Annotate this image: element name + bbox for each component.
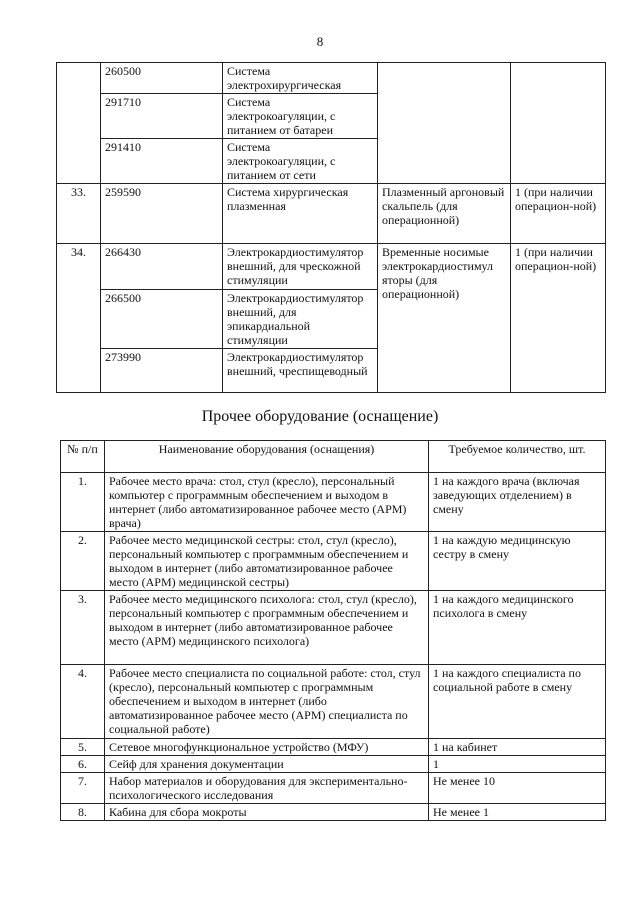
quantity: 1 на кабинет — [429, 739, 606, 756]
quantity: 1 (при наличии операцион-ной) — [511, 184, 606, 244]
item-name: Рабочее место медицинского психолога: стол, стул (кресло), персональный компьютер с программным обеспечением и выходом в интернет (либо автоматизированное рабочее место (АРМ) медицинского психолога) — [105, 591, 429, 665]
item-name: Набор материалов и оборудования для экспериментально-психологического исследования — [105, 773, 429, 804]
type-name: Временные носимые электрокардиостимул яторы (для операционной) — [378, 244, 511, 393]
item-name: Электрокардиостимулятор внешний, чреспищеводный — [223, 349, 378, 393]
quantity: 1 — [429, 756, 606, 773]
item-code: 291710 — [101, 94, 223, 139]
item-name: Рабочее место врача: стол, стул (кресло), персональный компьютер с программным обеспечением и выходом в интернет (либо автоматизированное рабочее место (АРМ) врача) — [105, 473, 429, 532]
header-number: № п/п — [61, 441, 105, 473]
table-row — [61, 665, 606, 739]
row-number: 4. — [61, 665, 105, 739]
table-row — [61, 591, 606, 665]
item-name: Кабина для сбора мокроты — [105, 804, 429, 821]
table-row — [61, 739, 606, 756]
equipment-table — [56, 62, 606, 393]
row-number: 2. — [61, 532, 105, 591]
row-number: 7. — [61, 773, 105, 804]
item-name: Рабочее место медицинской сестры: стол, стул (кресло), персональный компьютер с программным обеспечением и выходом в интернет (либо автоматизированное рабочее место (АРМ) медицинской сестры) — [105, 532, 429, 591]
item-name: Сетевое многофункциональное устройство (МФУ) — [105, 739, 429, 756]
quantity: Не менее 1 — [429, 804, 606, 821]
table-row — [57, 63, 606, 94]
item-name: Система электрохирургическая — [223, 63, 378, 94]
row-number: 8. — [61, 804, 105, 821]
table-row — [61, 532, 606, 591]
item-name: Система хирургическая плазменная — [223, 184, 378, 244]
item-code: 273990 — [101, 349, 223, 393]
item-code: 260500 — [101, 63, 223, 94]
table-row — [61, 773, 606, 804]
table-row — [61, 473, 606, 532]
header-quantity: Требуемое количество, шт. — [429, 441, 606, 473]
item-name: Электрокардиостимулятор внешний, для эпикардиальной стимуляции — [223, 290, 378, 349]
item-code: 291410 — [101, 139, 223, 184]
quantity: 1 на каждую медицинскую сестру в смену — [429, 532, 606, 591]
table-row — [61, 804, 606, 821]
row-number: 6. — [61, 756, 105, 773]
type-name: Плазменный аргоновый скальпель (для операционной) — [378, 184, 511, 244]
quantity: 1 на каждого специалиста по социальной работе в смену — [429, 665, 606, 739]
item-code: 266500 — [101, 290, 223, 349]
item-name: Рабочее место специалиста по социальной работе: стол, стул (кресло), персональный компьютер с программным обеспечением и выходом в интернет (либо автоматизированное рабочее место (АРМ) специалиста по социальной работе) — [105, 665, 429, 739]
item-name: Сейф для хранения документации — [105, 756, 429, 773]
row-number: 5. — [61, 739, 105, 756]
page-number: 8 — [316, 34, 324, 49]
row-number: 33. — [57, 184, 101, 244]
table-row — [57, 244, 606, 290]
type-name — [378, 63, 511, 184]
table-row — [61, 756, 606, 773]
other-equipment-table — [60, 440, 606, 821]
row-number: 34. — [57, 244, 101, 393]
item-name: Электрокардиостимулятор внешний, для чрескожной стимуляции — [223, 244, 378, 290]
quantity: 1 на каждого врача (включая заведующих отделением) в смену — [429, 473, 606, 532]
row-number: 1. — [61, 473, 105, 532]
quantity — [511, 63, 606, 184]
table-row — [57, 184, 606, 244]
section-title: Прочее оборудование (оснащение) — [201, 408, 439, 425]
quantity: 1 на каждого медицинского психолога в смену — [429, 591, 606, 665]
item-code: 259590 — [101, 184, 223, 244]
quantity: 1 (при наличии операцион-ной) — [511, 244, 606, 393]
row-number: 3. — [61, 591, 105, 665]
row-number — [57, 63, 101, 184]
item-name: Система электрокоагуляции, с питанием от батареи — [223, 94, 378, 139]
table-header-row — [61, 441, 606, 473]
item-name: Система электрокоагуляции, с питанием от сети — [223, 139, 378, 184]
header-name: Наименование оборудования (оснащения) — [105, 441, 429, 473]
item-code: 266430 — [101, 244, 223, 290]
quantity: Не менее 10 — [429, 773, 606, 804]
